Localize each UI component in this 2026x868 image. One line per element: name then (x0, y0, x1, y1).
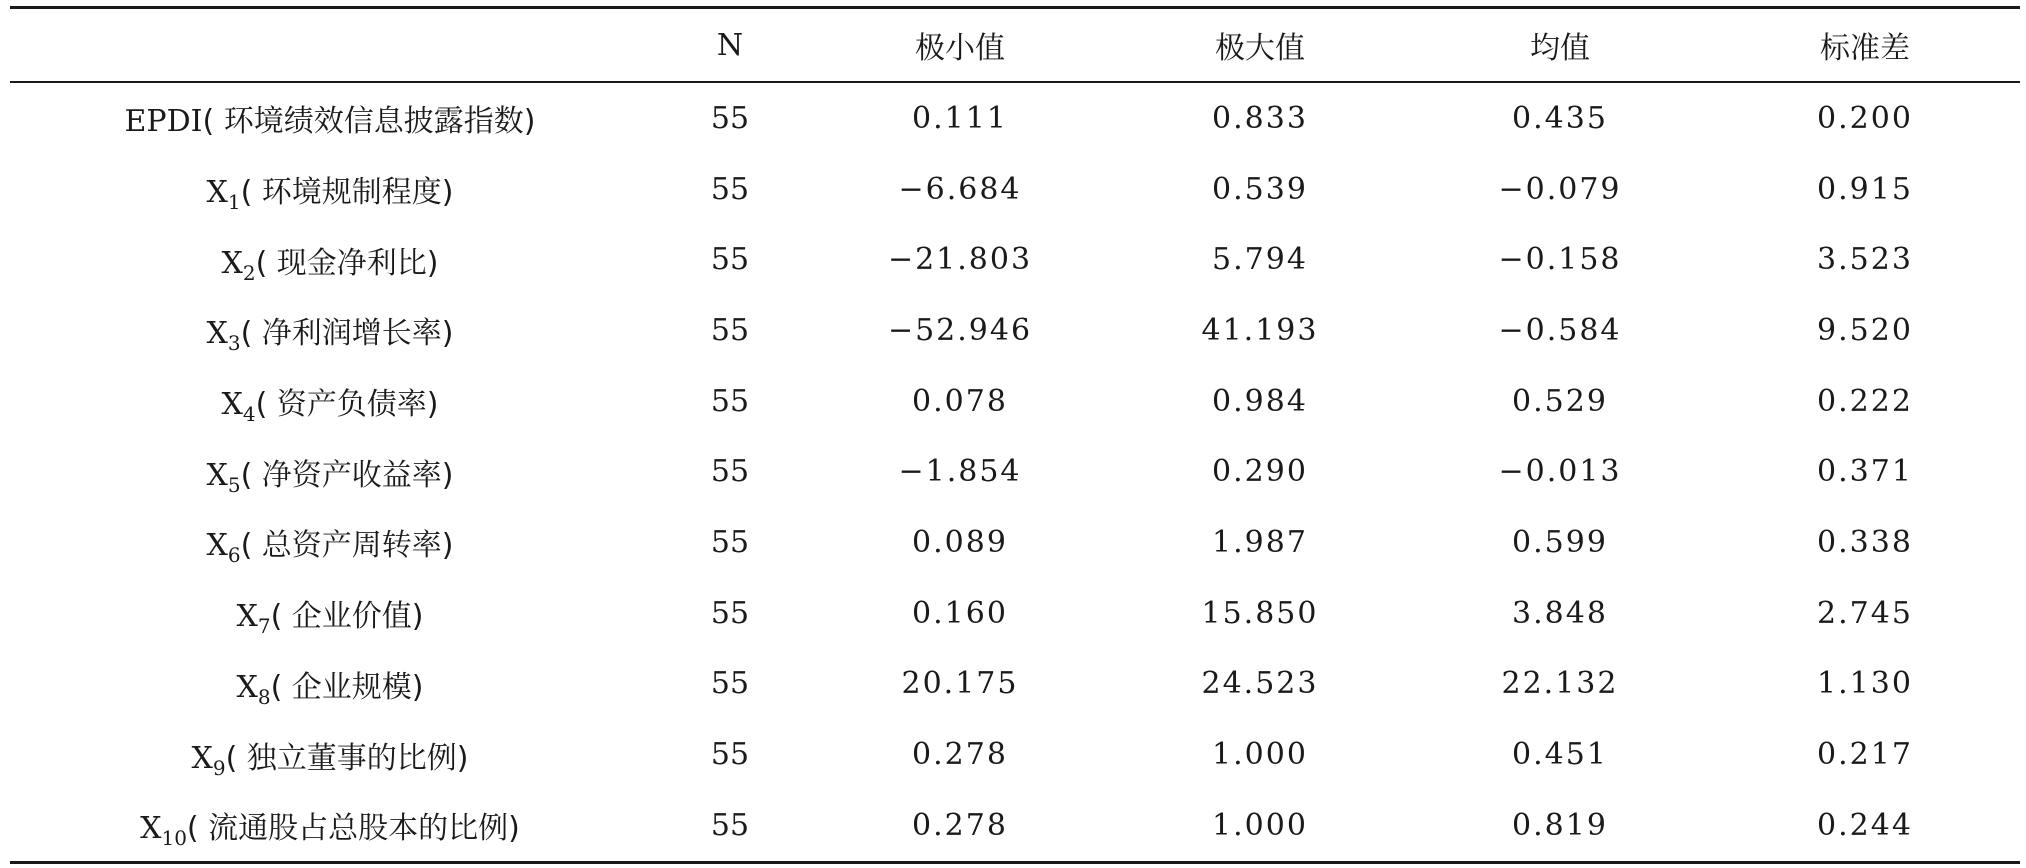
variable-name: ( 流通股占总股本的比例) (186, 811, 520, 847)
header-n: N (650, 8, 810, 83)
variable-code: X (221, 245, 243, 281)
cell-mean: 0.435 (1512, 100, 1608, 136)
cell-sd: 2.745 (1817, 595, 1913, 631)
cell-variable (10, 578, 650, 649)
variable-subscript: 10 (161, 826, 187, 851)
cell-sd: 3.523 (1817, 242, 1913, 278)
table-row (10, 224, 2020, 295)
variable-name: ( 现金净利比) (255, 245, 439, 281)
variable-name: ( 净利润增长率) (240, 316, 454, 352)
cell-sd: 1.130 (1817, 666, 1913, 702)
cell-mean: −0.584 (1498, 312, 1622, 348)
table-row (10, 649, 2020, 720)
table-row (10, 790, 2020, 862)
cell-n: 55 (710, 454, 750, 490)
table-row (10, 507, 2020, 578)
variable-code: X (140, 811, 162, 847)
descriptive-statistics-table (10, 6, 2020, 864)
variable-code: X (221, 387, 243, 423)
cell-n: 55 (710, 312, 750, 348)
cell-mean: 0.599 (1512, 524, 1608, 560)
variable-name: ( 独立董事的比例) (225, 740, 469, 776)
table-row (10, 366, 2020, 437)
cell-variable (10, 507, 650, 578)
variable-name: ( 企业规模) (270, 669, 424, 705)
cell-min: 20.175 (901, 666, 1019, 702)
variable-name: ( 企业价值) (270, 599, 424, 635)
variable-code: X (206, 175, 228, 211)
cell-mean: −0.079 (1498, 171, 1622, 207)
cell-variable (10, 154, 650, 225)
cell-max: 15.850 (1201, 595, 1319, 631)
variable-name: ( 总资产周转率) (240, 528, 454, 564)
variable-subscript: 4 (242, 402, 256, 427)
variable-code: X (191, 740, 213, 776)
cell-mean: 0.529 (1512, 383, 1608, 419)
cell-min: −1.854 (898, 454, 1022, 490)
cell-max: 1.000 (1110, 790, 1410, 862)
variable-code: X (206, 528, 228, 564)
cell-n: 55 (710, 524, 750, 560)
cell-sd: 0.217 (1817, 737, 1913, 773)
cell-mean: 22.132 (1501, 666, 1619, 702)
cell-n: 55 (650, 790, 810, 862)
cell-min: 0.160 (912, 595, 1008, 631)
cell-max: 41.193 (1201, 312, 1319, 348)
header-variable (10, 8, 650, 83)
header-min: 极小值 (810, 8, 1110, 83)
table-row (10, 82, 2020, 154)
table-row (10, 295, 2020, 366)
cell-sd: 0.222 (1817, 383, 1913, 419)
cell-max: 1.000 (1212, 737, 1308, 773)
cell-n: 55 (710, 737, 750, 773)
cell-n: 55 (710, 383, 750, 419)
cell-sd: 0.244 (1710, 790, 2020, 862)
cell-min: 0.078 (912, 383, 1008, 419)
variable-subscript: 2 (242, 260, 256, 285)
variable-subscript: 8 (257, 684, 271, 709)
cell-sd: 0.915 (1817, 171, 1913, 207)
cell-max: 0.539 (1212, 171, 1308, 207)
table-row (10, 578, 2020, 649)
cell-n: 55 (710, 595, 750, 631)
variable-subscript: 3 (227, 331, 241, 356)
cell-mean: 0.451 (1512, 737, 1608, 773)
cell-max: 1.987 (1212, 524, 1308, 560)
header-row (10, 8, 2020, 83)
variable-name: ( 环境绩效信息披露指数) (202, 104, 536, 140)
variable-code: X (206, 457, 228, 493)
variable-code: X (236, 669, 258, 705)
cell-sd: 9.520 (1817, 312, 1913, 348)
cell-max: 0.290 (1212, 454, 1308, 490)
variable-subscript: 7 (257, 614, 271, 639)
cell-sd: 0.200 (1817, 100, 1913, 136)
variable-name: ( 净资产收益率) (240, 457, 454, 493)
cell-min: 0.278 (810, 790, 1110, 862)
header-max: 极大值 (1110, 8, 1410, 83)
cell-min: −6.684 (898, 171, 1022, 207)
variable-code: X (236, 599, 258, 635)
header-mean: 均值 (1410, 8, 1710, 83)
variable-subscript: 1 (227, 190, 241, 215)
variable-subscript: 5 (227, 472, 241, 497)
cell-n: 55 (710, 171, 750, 207)
cell-mean: −0.158 (1498, 242, 1622, 278)
cell-mean: 3.848 (1512, 595, 1608, 631)
cell-min: −52.946 (887, 312, 1033, 348)
variable-name: ( 资产负债率) (255, 387, 439, 423)
cell-variable (10, 224, 650, 295)
cell-min: 0.111 (912, 100, 1008, 136)
cell-max: 24.523 (1201, 666, 1319, 702)
variable-code: X (206, 316, 228, 352)
cell-variable (10, 436, 650, 507)
cell-variable (10, 366, 650, 437)
cell-mean: 0.819 (1410, 790, 1710, 862)
table-row (10, 719, 2020, 790)
cell-min: 0.278 (912, 737, 1008, 773)
cell-n: 55 (710, 666, 750, 702)
variable-name: ( 环境规制程度) (240, 175, 454, 211)
cell-variable (10, 719, 650, 790)
cell-min: −21.803 (887, 242, 1033, 278)
cell-min: 0.089 (912, 524, 1008, 560)
cell-n: 55 (710, 242, 750, 278)
cell-sd: 0.371 (1817, 454, 1913, 490)
variable-code: EPDI (124, 104, 203, 140)
variable-subscript: 9 (212, 755, 226, 780)
cell-sd: 0.338 (1817, 524, 1913, 560)
cell-n: 55 (710, 100, 750, 136)
header-sd: 标准差 (1710, 8, 2020, 83)
table-row (10, 436, 2020, 507)
cell-mean: −0.013 (1498, 454, 1622, 490)
cell-max: 0.984 (1212, 383, 1308, 419)
cell-variable (10, 295, 650, 366)
cell-max: 0.833 (1212, 100, 1308, 136)
table-body (10, 82, 2020, 862)
variable-subscript: 6 (227, 543, 241, 568)
cell-variable (10, 790, 650, 862)
cell-variable (10, 649, 650, 720)
cell-variable (10, 82, 650, 154)
cell-max: 5.794 (1212, 242, 1308, 278)
table-row (10, 154, 2020, 225)
